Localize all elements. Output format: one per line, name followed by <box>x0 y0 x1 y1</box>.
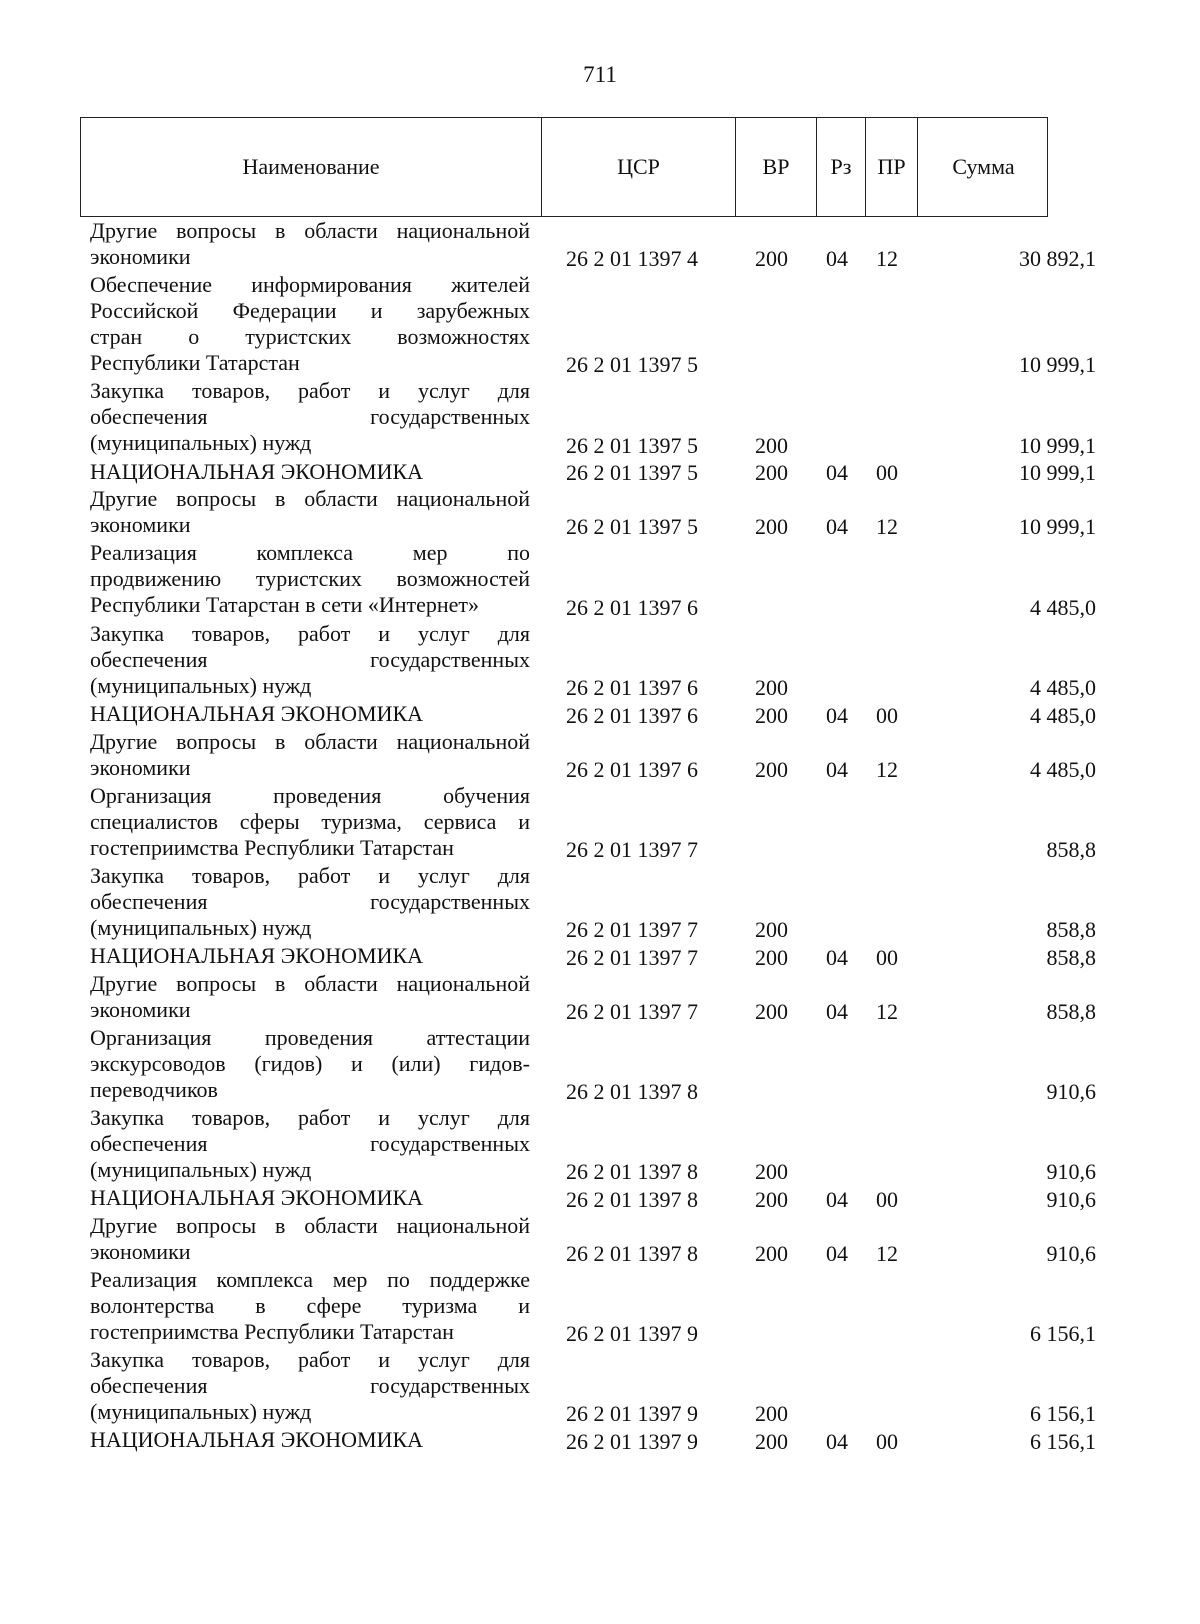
row-name <box>90 1025 530 1103</box>
row-csr: 26 2 01 1397 7 <box>566 998 698 1024</box>
row-name <box>90 540 530 618</box>
row-name <box>90 701 530 727</box>
row-name-line: Обеспечение информирования жителей <box>90 272 530 297</box>
table-row <box>0 1347 1200 1427</box>
column-header-rz: Рз <box>816 118 865 216</box>
row-csr: 26 2 01 1397 4 <box>566 246 698 271</box>
row-name <box>90 378 530 456</box>
row-csr: 26 2 01 1397 5 <box>566 352 698 378</box>
row-name-line: Организация проведения аттестации <box>90 1024 530 1050</box>
column-header-vr: ВР <box>735 118 816 216</box>
row-name-line: Закупка товаров, работ и услуг для <box>90 378 530 404</box>
row-sum: 858,8 <box>1046 916 1096 942</box>
row-name-line: стран о туристских возможностях <box>90 324 530 349</box>
row-vr: 200 <box>755 674 788 700</box>
row-name-line: (муниципальных) нужд <box>90 1399 312 1425</box>
row-sum: 6 156,1 <box>1030 1429 1096 1455</box>
row-pr: 12 <box>876 756 898 782</box>
row-name-line: Другие вопросы в области национальной <box>90 970 530 996</box>
page-number: 711 <box>583 62 617 87</box>
row-name-line: экономики <box>90 244 191 269</box>
row-sum: 910,6 <box>1046 1159 1096 1185</box>
row-name-line: Реализация комплекса мер по <box>90 540 530 566</box>
row-rz: 04 <box>826 514 848 540</box>
row-name <box>90 971 530 1023</box>
row-rz: 04 <box>826 460 848 486</box>
row-sum: 4 485,0 <box>1030 674 1096 700</box>
row-name-line: Реализация комплекса мер по поддержке <box>90 1266 530 1292</box>
row-rz: 04 <box>826 756 848 782</box>
table-row <box>0 1025 1200 1105</box>
row-name <box>90 1105 530 1183</box>
row-sum: 910,6 <box>1046 1186 1096 1212</box>
table-row <box>0 863 1200 943</box>
row-name-line: переводчиков <box>90 1076 218 1102</box>
row-vr: 200 <box>755 1240 788 1266</box>
row-vr: 200 <box>755 756 788 782</box>
row-csr: 26 2 01 1397 7 <box>566 836 698 862</box>
row-sum: 858,8 <box>1046 836 1096 862</box>
row-name <box>90 1427 530 1453</box>
row-pr: 00 <box>876 1429 898 1455</box>
row-csr: 26 2 01 1397 9 <box>566 1401 698 1427</box>
row-name <box>90 486 530 538</box>
row-name <box>90 1267 530 1345</box>
row-sum: 10 999,1 <box>1019 352 1096 378</box>
row-name-line: НАЦИОНАЛЬНАЯ ЭКОНОМИКА <box>90 700 424 726</box>
row-name <box>90 863 530 941</box>
row-name <box>90 783 530 861</box>
table-row <box>0 729 1200 783</box>
table-header <box>80 117 1048 217</box>
row-name-line: Российской Федерации и зарубежных <box>90 298 530 323</box>
column-header-csr: ЦСР <box>541 118 735 216</box>
row-pr: 12 <box>876 246 898 271</box>
row-rz: 04 <box>826 702 848 728</box>
row-name-line: обеспечения государственных <box>90 404 530 430</box>
row-csr: 26 2 01 1397 5 <box>566 460 698 486</box>
row-pr: 00 <box>876 702 898 728</box>
row-vr: 200 <box>755 1401 788 1427</box>
table-row <box>0 459 1200 487</box>
table-row <box>0 701 1200 729</box>
row-vr: 200 <box>755 998 788 1024</box>
row-name-line: обеспечения государственных <box>90 1373 530 1399</box>
row-name-line: экономики <box>90 996 191 1022</box>
row-rz: 04 <box>826 1186 848 1212</box>
row-name-line: специалистов сферы туризма, сервиса и <box>90 808 530 834</box>
row-name <box>90 621 530 699</box>
table-row <box>0 218 1200 272</box>
row-pr: 12 <box>876 514 898 540</box>
row-name-line: обеспечения государственных <box>90 646 530 672</box>
row-csr: 26 2 01 1397 7 <box>566 944 698 970</box>
row-pr: 12 <box>876 1240 898 1266</box>
row-name-line: гостеприимства Республики Татарстан <box>90 834 454 860</box>
row-name <box>90 1213 530 1265</box>
row-sum: 4 485,0 <box>1030 594 1096 620</box>
row-rz: 04 <box>826 944 848 970</box>
row-csr: 26 2 01 1397 5 <box>566 432 698 458</box>
table-row <box>0 272 1200 378</box>
table-row <box>0 971 1200 1025</box>
row-name-line: экономики <box>90 1238 191 1264</box>
row-rz: 04 <box>826 998 848 1024</box>
row-rz: 04 <box>826 246 848 271</box>
row-vr: 200 <box>755 460 788 486</box>
table-row <box>0 1185 1200 1213</box>
row-sum: 858,8 <box>1046 944 1096 970</box>
row-pr: 00 <box>876 944 898 970</box>
row-sum: 6 156,1 <box>1030 1401 1096 1427</box>
row-name <box>90 218 530 270</box>
table-row <box>0 943 1200 971</box>
row-rz: 04 <box>826 1429 848 1455</box>
row-name-line: гостеприимства Республики Татарстан <box>90 1318 454 1344</box>
row-name <box>90 272 530 376</box>
table-row <box>0 378 1200 458</box>
row-vr: 200 <box>755 432 788 458</box>
row-name-line: Закупка товаров, работ и услуг для <box>90 620 530 646</box>
row-pr: 00 <box>876 1186 898 1212</box>
row-vr: 200 <box>755 944 788 970</box>
row-vr: 200 <box>755 246 788 271</box>
row-csr: 26 2 01 1397 6 <box>566 756 698 782</box>
row-name-line: Республики Татарстан в сети «Интернет» <box>90 592 480 618</box>
row-name-line: волонтерства в сфере туризма и <box>90 1292 530 1318</box>
row-vr: 200 <box>755 514 788 540</box>
row-name-line: НАЦИОНАЛЬНАЯ ЭКОНОМИКА <box>90 1185 424 1211</box>
row-sum: 30 892,1 <box>1019 246 1096 271</box>
row-csr: 26 2 01 1397 6 <box>566 702 698 728</box>
row-name-line: обеспечения государственных <box>90 1130 530 1156</box>
row-name-line: Закупка товаров, работ и услуг для <box>90 862 530 888</box>
row-name-line: НАЦИОНАЛЬНАЯ ЭКОНОМИКА <box>90 458 424 484</box>
row-sum: 10 999,1 <box>1019 514 1096 540</box>
row-sum: 4 485,0 <box>1030 756 1096 782</box>
row-sum: 10 999,1 <box>1019 432 1096 458</box>
row-rz: 04 <box>826 1240 848 1266</box>
row-name-line: Республики Татарстан <box>90 350 300 375</box>
table-row <box>0 1427 1200 1455</box>
row-sum: 910,6 <box>1046 1078 1096 1104</box>
row-name-line: обеспечения государственных <box>90 888 530 914</box>
row-vr: 200 <box>755 1186 788 1212</box>
row-csr: 26 2 01 1397 6 <box>566 674 698 700</box>
table-row <box>0 621 1200 701</box>
row-name <box>90 729 530 781</box>
row-vr: 200 <box>755 1429 788 1455</box>
row-sum: 910,6 <box>1046 1240 1096 1266</box>
table-row <box>0 1105 1200 1185</box>
row-name-line: (муниципальных) нужд <box>90 672 312 698</box>
table-row <box>0 783 1200 863</box>
row-name-line: экономики <box>90 754 191 780</box>
row-name-line: Закупка товаров, работ и услуг для <box>90 1347 530 1373</box>
column-header-pr: ПР <box>865 118 917 216</box>
row-name <box>90 1347 530 1425</box>
table-row <box>0 1213 1200 1267</box>
row-csr: 26 2 01 1397 5 <box>566 514 698 540</box>
row-csr: 26 2 01 1397 8 <box>566 1078 698 1104</box>
row-name-line: Другие вопросы в области национальной <box>90 486 530 512</box>
row-csr: 26 2 01 1397 7 <box>566 916 698 942</box>
row-vr: 200 <box>755 702 788 728</box>
row-pr: 12 <box>876 998 898 1024</box>
row-name-line: Закупка товаров, работ и услуг для <box>90 1104 530 1130</box>
row-csr: 26 2 01 1397 8 <box>566 1240 698 1266</box>
row-name-line: Организация проведения обучения <box>90 782 530 808</box>
row-name-line: (муниципальных) нужд <box>90 430 312 456</box>
row-name-line: Другие вопросы в области национальной <box>90 728 530 754</box>
row-csr: 26 2 01 1397 9 <box>566 1321 698 1347</box>
table-row <box>0 540 1200 620</box>
row-sum: 6 156,1 <box>1030 1321 1096 1347</box>
row-name <box>90 943 530 969</box>
column-header-sum: Сумма <box>917 118 1049 216</box>
row-sum: 10 999,1 <box>1019 460 1096 486</box>
table-row <box>0 486 1200 540</box>
table-row <box>0 1267 1200 1347</box>
column-header-name: Наименование <box>242 154 380 179</box>
row-name-line: НАЦИОНАЛЬНАЯ ЭКОНОМИКА <box>90 1427 424 1453</box>
row-csr: 26 2 01 1397 9 <box>566 1429 698 1455</box>
row-name-line: экскурсоводов (гидов) и (или) гидов- <box>90 1050 530 1076</box>
row-sum: 858,8 <box>1046 998 1096 1024</box>
row-name-line: Другие вопросы в области национальной <box>90 1212 530 1238</box>
row-csr: 26 2 01 1397 8 <box>566 1159 698 1185</box>
row-csr: 26 2 01 1397 6 <box>566 594 698 620</box>
row-csr: 26 2 01 1397 8 <box>566 1186 698 1212</box>
row-vr: 200 <box>755 916 788 942</box>
row-pr: 00 <box>876 460 898 486</box>
row-name-line: НАЦИОНАЛЬНАЯ ЭКОНОМИКА <box>90 942 424 968</box>
row-name-line: продвижению туристских возможностей <box>90 566 530 592</box>
row-name-line: экономики <box>90 512 191 538</box>
row-vr: 200 <box>755 1159 788 1185</box>
row-sum: 4 485,0 <box>1030 702 1096 728</box>
row-name-line: Другие вопросы в области национальной <box>90 218 530 243</box>
row-name <box>90 1185 530 1211</box>
table-body <box>0 218 1200 1455</box>
row-name-line: (муниципальных) нужд <box>90 1156 312 1182</box>
row-name <box>90 459 530 485</box>
row-name-line: (муниципальных) нужд <box>90 914 312 940</box>
